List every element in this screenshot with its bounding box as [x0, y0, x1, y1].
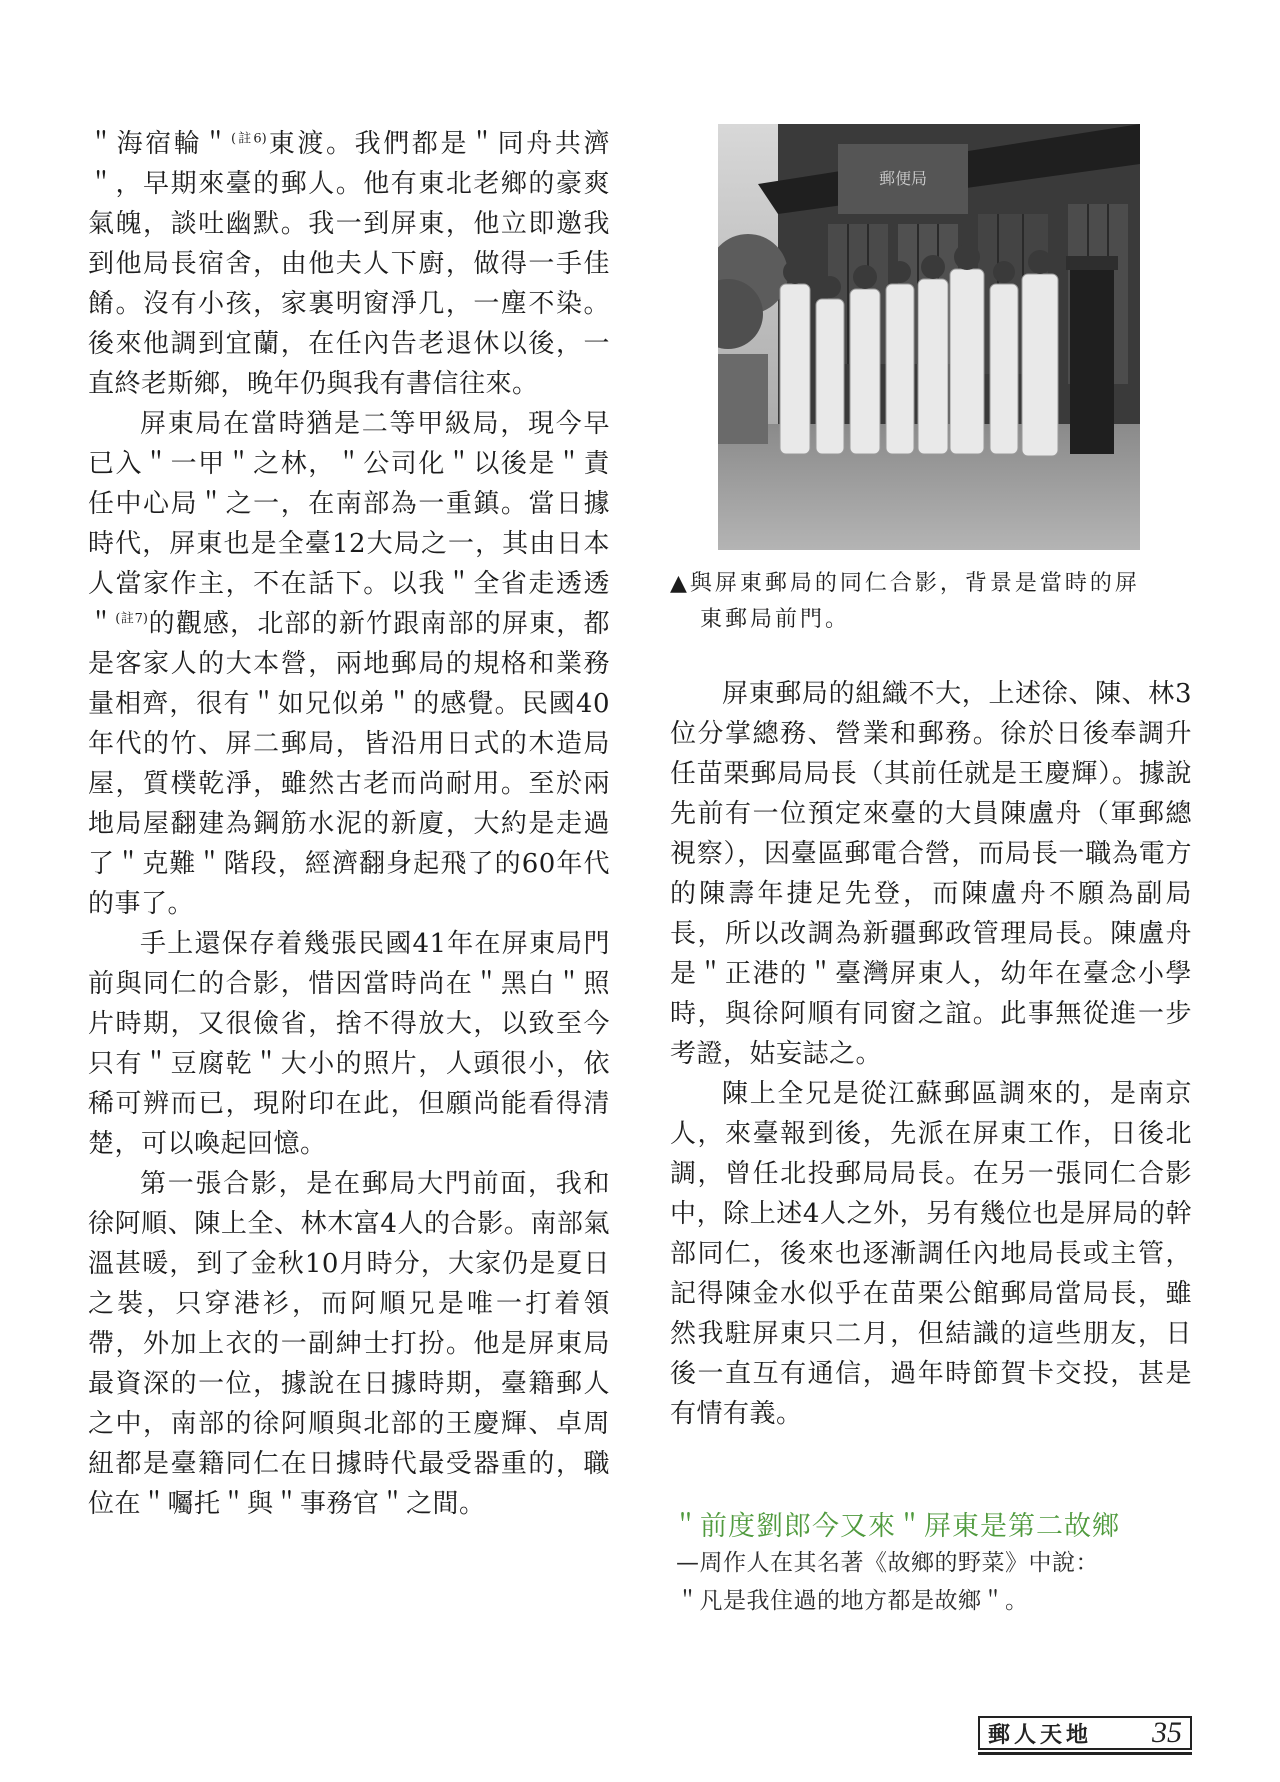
- section-subheading: [676, 1544, 1196, 1620]
- left-column: [88, 124, 610, 1524]
- section-sub-line-2: ＂凡是我住過的地方都是故鄉＂。: [676, 1588, 1029, 1614]
- caption-line-1: ▲與屏東郵局的同仁合影，背景是當時的屏: [670, 571, 1140, 596]
- paragraph-5: 屏東郵局的組織不大，上述徐、陳、林3位分掌總務、營業和郵務。徐於日後奉調升任苗栗郵局局長（其前任就是王慶輝）。據說先前有一位預定來臺的大員陳盧舟（軍郵總視察），因臺區郵電合營，而局長一職為電方的陳壽年捷足先登，而陳盧舟不願為副局長，所以改調為新疆郵政管理局長。陳盧舟是＂正港的＂臺灣屏東人，幼年在臺念小學時，與徐阿順有同窗之誼。此事無從進一步考證，姑妄誌之。: [670, 679, 1192, 1069]
- right-column: [670, 674, 1192, 1434]
- footer-rule: [978, 1752, 1192, 1755]
- group-photo: [718, 124, 1140, 550]
- photo-caption: [670, 566, 1190, 638]
- page-footer: [978, 1716, 1192, 1750]
- page-number: 35: [1152, 1716, 1182, 1749]
- footnote-ref-7: (註7): [115, 611, 148, 627]
- section-sub-line-1: —周作人在其名著《故鄉的野菜》中說：: [676, 1550, 1099, 1576]
- photo-image: [718, 124, 1140, 550]
- section-heading: ＂前度劉郎今又來＂屏東是第二故鄉: [672, 1511, 1120, 1542]
- caption-line-2: 東郵局前門。: [700, 607, 851, 632]
- magazine-title: 郵人天地: [988, 1721, 1093, 1748]
- paragraph-4: 第一張合影，是在郵局大門前面，我和徐阿順、陳上全、林木富4人的合影。南部氣溫甚暖，到了金秋10月時分，大家仍是夏日之裝，只穿港衫，而阿順兄是唯一打着領帶，外加上衣的一副紳士打扮。他是屏東局最資深的一位，據說在日據時期，臺籍郵人之中，南部的徐阿順與北部的王慶輝、卓周紐都是臺籍同仁在日據時代最受器重的，職位在＂囑托＂與＂事務官＂之間。: [88, 1169, 610, 1519]
- paragraph-1: ＂海宿輪＂$^{(註6)}$東渡。我們都是＂同舟共濟＂，早期來臺的郵人。他有東北老鄉的豪爽氣魄，談吐幽默。我一到屏東，他立即邀我到他局長宿舍，由他夫人下廚，做得一手佳餚。沒有小孩，家裏明窗淨几，一塵不染。後來他調到宜蘭，在任內告老退休以後，一直終老斯鄉，晚年仍與我有書信往來。: [88, 129, 610, 399]
- photo-sign: 郵便局: [878, 169, 928, 188]
- paragraph-6: 陳上全兄是從江蘇郵區調來的，是南京人，來臺報到後，先派在屏東工作，日後北調，曾任北投郵局局長。在另一張同仁合影中，除上述4人之外，另有幾位也是屏局的幹部同仁，後來也逐漸調任內地局長或主管，記得陳金水似乎在苗栗公館郵局當局長，雖然我駐屏東只二月，但結識的這些朋友，日後一直互有通信，過年時節賀卡交投，甚是有情有義。: [670, 1079, 1192, 1429]
- paragraph-3: 手上還保存着幾張民國41年在屏東局門前與同仁的合影，惜因當時尚在＂黑白＂照片時期，又很儉省，捨不得放大，以致至今只有＂豆腐乾＂大小的照片，人頭很小，依稀可辨而已，現附印在此，但願尚能看得清楚，可以喚起回憶。: [88, 929, 610, 1159]
- paragraph-2: 屏東局在當時猶是二等甲級局，現今早已入＂一甲＂之林，＂公司化＂以後是＂責任中心局＂之一，在南部為一重鎮。當日據時代，屏東也是全臺12大局之一，其由日本人當家作主，不在話下。以我＂全省走透透＂$^{(註7)}$的觀感，北部的新竹跟南部的屏東，都是客家人的大本營，兩地郵局的規格和業務量相齊，很有＂如兄似弟＂的感覺。民國40年代的竹、屏二郵局，皆沿用日式的木造局屋，質樸乾淨，雖然古老而尚耐用。至於兩地局屋翻建為鋼筋水泥的新廈，大約是走過了＂克難＂階段，經濟翻身起飛了的60年代的事了。: [88, 409, 610, 919]
- footnote-ref-6: (註6): [231, 131, 267, 147]
